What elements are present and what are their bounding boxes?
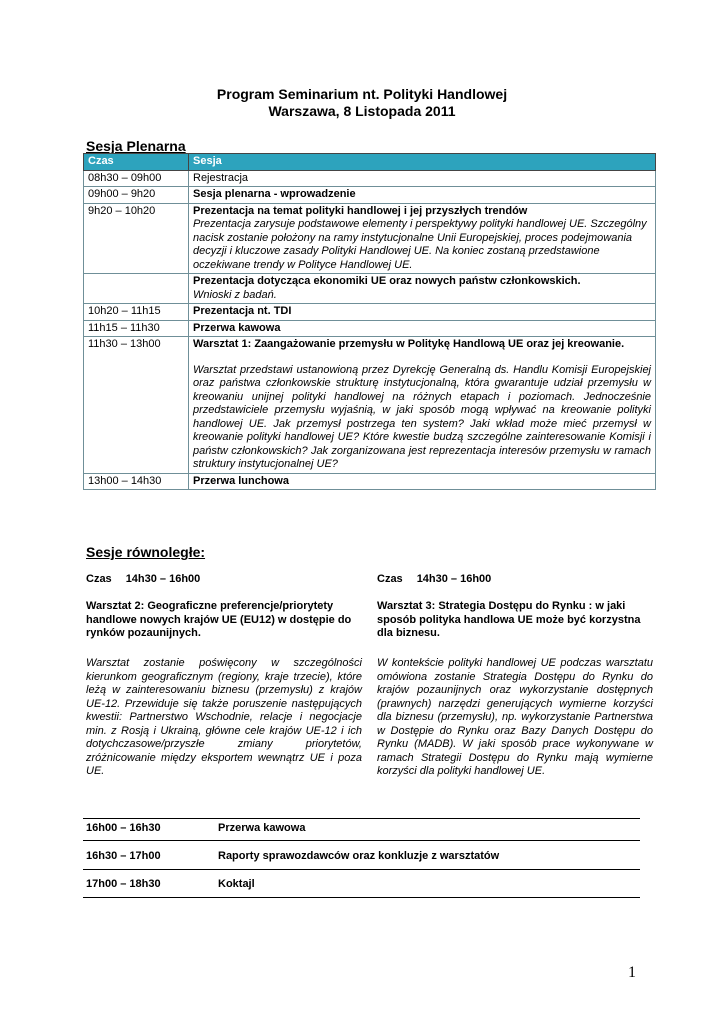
time-label: Czas [86, 573, 112, 585]
workshop-2-title: Warsztat 2: Geograficzne preferencje/priorytety handlowe nowych krajów UE (EU12) w dostępie do rynków pozaunijnych. [86, 600, 352, 639]
table-row [84, 473, 656, 490]
time-label: Czas [377, 573, 403, 585]
closing-time: 16h30 – 17h00 [86, 850, 161, 862]
row-description: Prezentacja zarysuje podstawowe elementy i perspektywy polityki handlowej UE. Szczególny nacisk zostanie położony na ramy instytucjonalne Unii Europejskiej, proces podejmowania decyzji i kluczowe zasady Polityki Handlowej UE. Na koniec zostaną przedstawione oczekiwane trendy w Polityce Handlowej UE. [193, 218, 647, 271]
row-time: 11h15 – 11h30 [84, 320, 189, 337]
page-number: 1 [628, 964, 636, 981]
row-time: 09h00 – 9h20 [84, 187, 189, 204]
row-time: 08h30 – 09h00 [84, 170, 189, 187]
time-value: 14h30 – 16h00 [416, 573, 492, 585]
plenary-schedule-table [83, 153, 656, 490]
workshop-2-time [86, 573, 362, 587]
row-session-cell [189, 337, 656, 474]
row-title: Prezentacja na temat polityki handlowej i jej przyszłych trendów [193, 204, 528, 217]
row-description: Warsztat przedstawi ustanowioną przez Dyrekcję Generalną ds. Handlu Komisji Europejskiej oraz państwa członkowskie strukturę instytucjonalną, która gwarantuje udział przemysłu w kreowaniu unijnej polityki handlowej na różnych etapach i poziomach. Jednocześnie przedstawiciele przemysłu wyjaśnią, w jaki sposób mogą wpływać na kreowanie polityki handlowej UE. Jak przemysł postrzega ten system? Jaki wkład może mieć przemysł w kreowanie polityki handlowej UE? Które kwestie budzą szczególne zainteresowanie Komisji i państw członkowskich? Jak zorganizowana jest reprezentacja interesów przemysłu w ramach struktury instytucjonalnej UE? [193, 363, 651, 470]
closing-time: 17h00 – 18h30 [86, 878, 161, 890]
row-title: Prezentacja dotycząca ekonomiki UE oraz nowych państw członkowskich. [193, 275, 581, 287]
workshop-3-time [377, 573, 653, 587]
table-header-row [84, 154, 656, 171]
row-time: 10h20 – 11h15 [84, 304, 189, 321]
row-session-cell [189, 203, 656, 274]
column-header-time: Czas [84, 154, 189, 171]
row-time [84, 274, 189, 304]
workshop-3-title: Warsztat 3: Strategia Dostępu do Rynku : w jaki sposób polityka handlowa UE może być korzystna dla biznesu. [377, 600, 641, 639]
closing-activity: Przerwa kawowa [218, 822, 306, 834]
closing-row [83, 819, 640, 839]
column-header-session: Sesja [189, 154, 656, 171]
row-session-cell [189, 274, 656, 304]
row-title: Sesja plenarna - wprowadzenie [189, 187, 656, 204]
row-time: 13h00 – 14h30 [84, 473, 189, 490]
workshop-2-description: Warsztat zostanie poświęcony w szczególności kierunkom geograficznym (regiony, kraje trzecie), które leżą w zainteresowaniu biznesu (przemysłu) z krajów UE-12. Przewiduje się także poruszenie następujących kwestii: Partnerstwo Wschodnie, relacje i negocjacje min. z Rosją i Ukrainą, główne cele krajów UE-12 i ich dotychczasowe/przyszłe zmiany priorytetów, zróżnicowanie między eksportem wewnątrz UE i poza UE. [86, 657, 362, 777]
closing-row [83, 875, 640, 895]
row-time: 9h20 – 10h20 [84, 203, 189, 274]
closing-row [83, 847, 640, 867]
table-row [84, 203, 656, 274]
row-time: 11h30 – 13h00 [84, 337, 189, 474]
closing-activity: Koktajl [218, 878, 255, 890]
table-row [84, 187, 656, 204]
table-row [84, 320, 656, 337]
parallel-sessions-heading: Sesje równoległe: [86, 544, 206, 560]
row-title: Rejestracja [189, 170, 656, 187]
workshop-3-description: W kontekście polityki handlowej UE podczas warsztatu omówiona zostanie Strategia Dostępu do Rynku do krajów pozaunijnych oraz wykorzystanie dostępnych (prawnych) narzędzi generujących wymierne korzyści dla biznesu (przemysłu), np. wykorzystanie Partnerstwa w Dostępie do Rynku oraz Bazy Danych Dostępu do Rynku (MADB). W jaki sposób prace wykonywane w ramach Strategii Dostępu do Rynku mają wymierne korzyści dla polityki handlowej UE. [377, 657, 653, 777]
plenary-heading: Sesja Plenarna [86, 138, 186, 154]
row-description: Wnioski z badań. [193, 288, 277, 301]
document-subtitle: Warszawa, 8 Listopada 2011 [268, 103, 456, 119]
time-value: 14h30 – 16h00 [125, 573, 201, 585]
table-row [84, 170, 656, 187]
closing-activity: Raporty sprawozdawców oraz konkluzje z warsztatów [218, 850, 500, 862]
row-title: Przerwa lunchowa [189, 473, 656, 490]
table-row [84, 274, 656, 304]
table-row [84, 337, 656, 474]
closing-time: 16h00 – 16h30 [86, 822, 161, 834]
table-row [84, 304, 656, 321]
document-title: Program Seminarium nt. Polityki Handlowej [216, 86, 508, 102]
row-title: Przerwa kawowa [189, 320, 656, 337]
row-title: Prezentacja nt. TDI [189, 304, 656, 321]
row-title: Warsztat 1: Zaangażowanie przemysłu w Politykę Handlową UE oraz jej kreowanie. [193, 338, 625, 350]
